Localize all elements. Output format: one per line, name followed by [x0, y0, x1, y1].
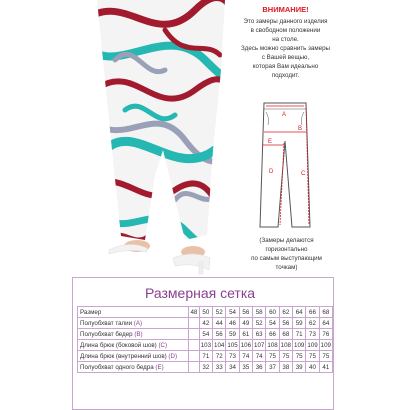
- size-cell: 61: [239, 329, 252, 340]
- warning-line: подходит.: [271, 72, 300, 79]
- size-cell: 107: [254, 341, 265, 349]
- size-cell: 73: [306, 329, 319, 340]
- size-cell: 74: [239, 351, 252, 362]
- warning-line: Это замеры данного изделия: [243, 18, 328, 25]
- size-row-label: [78, 318, 189, 329]
- size-cell: 62: [306, 318, 319, 329]
- size-header-cell: 58: [253, 307, 266, 318]
- size-cell: [189, 362, 200, 373]
- note-line: по самым выступающим: [251, 255, 322, 262]
- size-cell: 42: [199, 318, 212, 329]
- note-line: горизонтально: [265, 246, 308, 253]
- size-row-label: [78, 351, 189, 362]
- size-cell: 35: [239, 362, 252, 373]
- size-cell: 68: [279, 329, 292, 340]
- size-cell: 41: [319, 362, 332, 373]
- row-label-text: Полуобхват бедер: [80, 330, 133, 338]
- note-line: (Замеры делаются: [259, 237, 314, 244]
- size-header-cell: 52: [213, 307, 226, 318]
- size-header-cell: 50: [199, 307, 212, 318]
- size-cell: 104: [214, 341, 225, 349]
- size-cell: 36: [253, 362, 266, 373]
- size-cell: 46: [226, 318, 239, 329]
- size-cell: 44: [213, 318, 226, 329]
- size-cell: 56: [279, 318, 292, 329]
- row-code: (A): [133, 319, 143, 327]
- measurement-note: [234, 236, 339, 272]
- size-cell: 71: [199, 351, 212, 362]
- warning-line: на столе.: [272, 36, 299, 43]
- size-cell: 52: [253, 318, 266, 329]
- size-cell: 108: [267, 341, 278, 349]
- size-header-cell: 56: [239, 307, 252, 318]
- size-header-cell: 54: [226, 307, 239, 318]
- size-row-thigh: [78, 362, 333, 373]
- size-cell: 75: [279, 351, 292, 362]
- size-cell: 66: [266, 329, 279, 340]
- size-cell: [189, 318, 200, 329]
- note-line: точкам): [275, 264, 298, 271]
- size-cell: 49: [239, 318, 252, 329]
- warning-line: которая Вам идеально: [252, 63, 319, 70]
- diagram-letter-e: E: [268, 139, 273, 145]
- pants-measurement-diagram: [256, 97, 316, 232]
- size-header-cell: 64: [293, 307, 306, 318]
- warning-line: Здесь можно сравнить замеры: [241, 45, 330, 52]
- size-cell: 54: [199, 329, 212, 340]
- size-cell: 109: [307, 341, 318, 349]
- size-cell: 73: [226, 351, 239, 362]
- size-cell: 64: [319, 318, 332, 329]
- size-cell: [189, 351, 200, 362]
- size-cell: 108: [280, 341, 291, 349]
- size-cell: 40: [306, 362, 319, 373]
- measurement-warning: [228, 4, 343, 80]
- product-photo: [95, 0, 227, 276]
- size-row-waist: [78, 318, 333, 329]
- size-cell: 109: [294, 341, 305, 349]
- warning-line: в свободном положении: [250, 27, 321, 34]
- diagram-letter-c: C: [301, 171, 306, 177]
- size-cell: 105: [227, 341, 238, 349]
- diagram-letter-d: D: [269, 169, 274, 175]
- size-cell: 32: [199, 362, 212, 373]
- diagram-letter-a: A: [281, 112, 287, 118]
- size-chart-title: Размерная сетка: [145, 285, 256, 301]
- size-table: [77, 306, 333, 373]
- row-label-text: Длина брюк (внутренний шов): [80, 352, 167, 360]
- size-cell: 56: [213, 329, 226, 340]
- size-header-row: [78, 307, 333, 318]
- size-cell: 109: [320, 341, 331, 349]
- size-cell: 33: [213, 362, 226, 373]
- diagram-letter-b: B: [298, 126, 303, 132]
- size-row-inseam: [78, 351, 333, 362]
- size-header-cell: 66: [306, 307, 319, 318]
- warning-title: ВНИМАНИЕ!: [262, 5, 309, 14]
- warning-line: с Вашей вещью,: [261, 54, 310, 61]
- row-code: (C): [158, 341, 168, 349]
- row-label-text: Полуобхват одного бедра: [80, 363, 154, 371]
- row-code: (E): [155, 363, 164, 371]
- size-header-cell: 62: [279, 307, 292, 318]
- size-row-hips: [78, 329, 333, 340]
- size-cell: 59: [226, 329, 239, 340]
- size-cell: 103: [200, 341, 212, 349]
- size-cell: 71: [293, 329, 306, 340]
- size-cell: 39: [293, 362, 306, 373]
- size-cell: 75: [266, 351, 279, 362]
- row-label-text: Полуобхват талии: [80, 319, 133, 327]
- size-row-label: [78, 362, 189, 373]
- size-cell: 75: [293, 351, 306, 362]
- size-header-cell: 68: [319, 307, 332, 318]
- row-code: (D): [168, 352, 178, 360]
- size-cell: 75: [319, 351, 332, 362]
- size-header-label: Размер: [78, 307, 189, 318]
- size-cell: 54: [266, 318, 279, 329]
- size-cell: [189, 340, 200, 351]
- size-cell: [189, 329, 200, 340]
- size-cell: 38: [279, 362, 292, 373]
- size-cell: 37: [266, 362, 279, 373]
- size-cell: 72: [213, 351, 226, 362]
- size-cell: 59: [293, 318, 306, 329]
- size-row-label: [78, 329, 189, 340]
- size-header-cell: 48: [190, 308, 198, 316]
- size-row-side-length: [78, 340, 333, 351]
- row-code: (B): [134, 330, 143, 338]
- row-label-text: Длина брюк (боковой шов): [80, 341, 157, 349]
- size-cell: 34: [226, 362, 239, 373]
- size-header-cell: 60: [266, 307, 279, 318]
- size-cell: 75: [306, 351, 319, 362]
- size-cell: 74: [253, 351, 266, 362]
- size-cell: 76: [319, 329, 332, 340]
- size-cell: 106: [240, 341, 252, 349]
- size-chart: [72, 277, 334, 410]
- size-cell: 63: [253, 329, 266, 340]
- size-row-label: [78, 340, 189, 351]
